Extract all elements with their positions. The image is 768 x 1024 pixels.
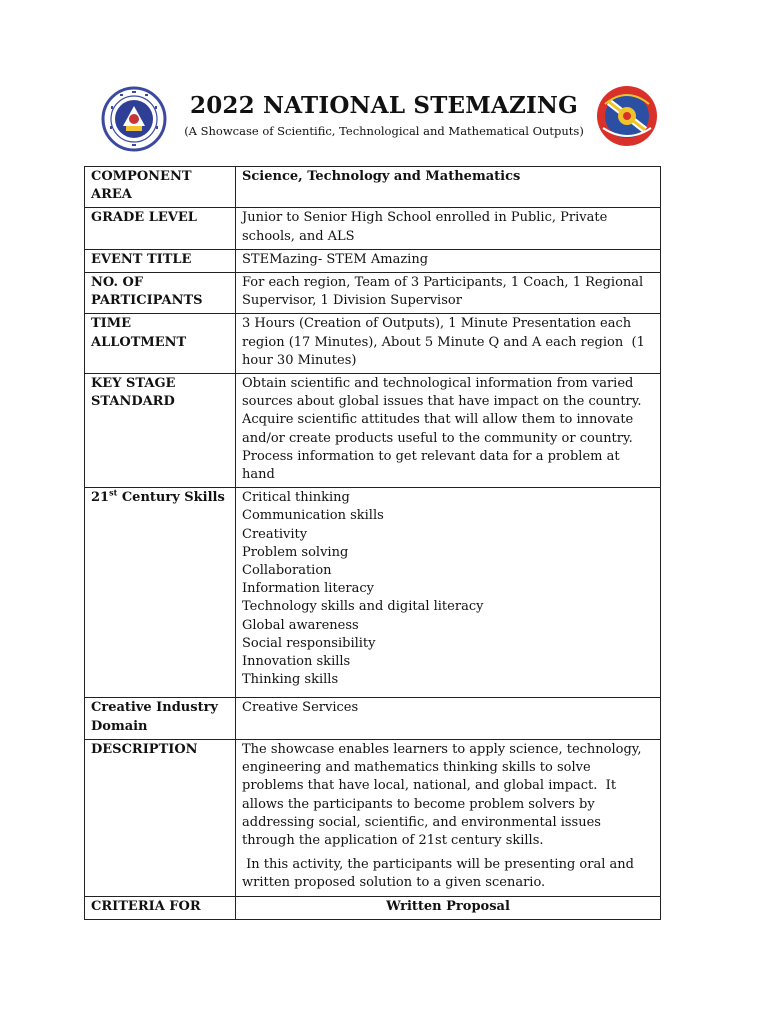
document-header	[0, 0, 768, 160]
event-details-table	[84, 166, 661, 920]
list-item: Problem solving	[242, 544, 349, 560]
value-paragraph: Junior to Senior High School enrolled in Public, Private schools, and ALS	[242, 210, 612, 244]
page-title: 2022 NATIONAL STEMAZING	[190, 92, 578, 119]
value-paragraph: For each region, Team of 3 Participants, 1 Coach, 1 Regional Supervisor, 1 Division Supervisor	[242, 275, 648, 309]
table-row	[85, 314, 661, 374]
row-label: COMPONENT AREA	[85, 167, 236, 208]
row-label	[85, 488, 236, 698]
row-label: Creative Industry Domain	[85, 698, 236, 739]
table-row	[85, 208, 661, 249]
list-item: Critical thinking	[242, 490, 350, 506]
table-row	[85, 739, 661, 896]
row-value	[236, 896, 661, 919]
row-label: NO. OF PARTICIPANTS	[85, 273, 236, 314]
table-row	[85, 896, 661, 919]
table-row	[85, 374, 661, 488]
label-superscript: st	[109, 487, 118, 498]
value-paragraph: Science, Technology and Mathematics	[242, 169, 521, 184]
row-value	[236, 273, 661, 314]
row-value	[236, 739, 661, 896]
list-item: Social responsibility	[242, 635, 376, 651]
list-item: Global awareness	[242, 617, 359, 633]
row-label: GRADE LEVEL	[85, 208, 236, 249]
label-prefix: 21	[91, 490, 110, 506]
label-text: Century Skills	[121, 490, 225, 506]
row-label: DESCRIPTION	[85, 739, 236, 896]
value-paragraph: STEMazing- STEM Amazing	[242, 251, 429, 267]
row-label: CRITERIA FOR	[85, 896, 236, 919]
list-item: Innovation skills	[242, 654, 351, 670]
list-item: Information literacy	[242, 581, 374, 597]
list-item: Thinking skills	[242, 672, 339, 688]
page-subtitle: (A Showcase of Scientific, Technological and Mathematical Outputs)	[184, 124, 584, 138]
row-value	[236, 208, 661, 249]
list-item: Collaboration	[242, 563, 332, 579]
list-item: Technology skills and digital literacy	[242, 599, 484, 615]
row-value	[236, 249, 661, 272]
list-item: Communication skills	[242, 508, 384, 524]
table-row	[85, 167, 661, 208]
row-label: TIME ALLOTMENT	[85, 314, 236, 374]
row-value	[236, 314, 661, 374]
table-row	[85, 488, 661, 698]
row-value	[236, 698, 661, 739]
row-value	[236, 488, 661, 698]
value-paragraph: Obtain scientific and technological information from varied sources about global issues that have impact on the country. Acquire scientific attitudes that will allow them to innovate and/or create products useful to the community or country. Process information to get relevant data for a problem at hand	[242, 376, 646, 483]
row-label: EVENT TITLE	[85, 249, 236, 272]
value-paragraph: 3 Hours (Creation of Outputs), 1 Minute Presentation each region (17 Minutes), About 5 Minute Q and A each region (1 hour 30 Minutes)	[242, 316, 649, 368]
row-value	[236, 167, 661, 208]
value-paragraph: In this activity, the participants will be presenting oral and written proposed solution to a given scenario.	[242, 857, 639, 891]
list-item: Creativity	[242, 526, 308, 542]
table-row	[85, 698, 661, 739]
table-row	[85, 249, 661, 272]
value-paragraph: The showcase enables learners to apply science, technology, engineering and mathematics thinking skills to solve problems that have local, national, and global impact. It allows the participants to become problem solvers by addressing social, scientific, and environmental issues through the application of 21st century skills.	[242, 741, 646, 848]
value-paragraph: Written Proposal	[386, 898, 510, 914]
table-row	[85, 273, 661, 314]
value-paragraph: Creative Services	[242, 700, 359, 716]
row-value	[236, 374, 661, 488]
row-label: KEY STAGE STANDARD	[85, 374, 236, 488]
